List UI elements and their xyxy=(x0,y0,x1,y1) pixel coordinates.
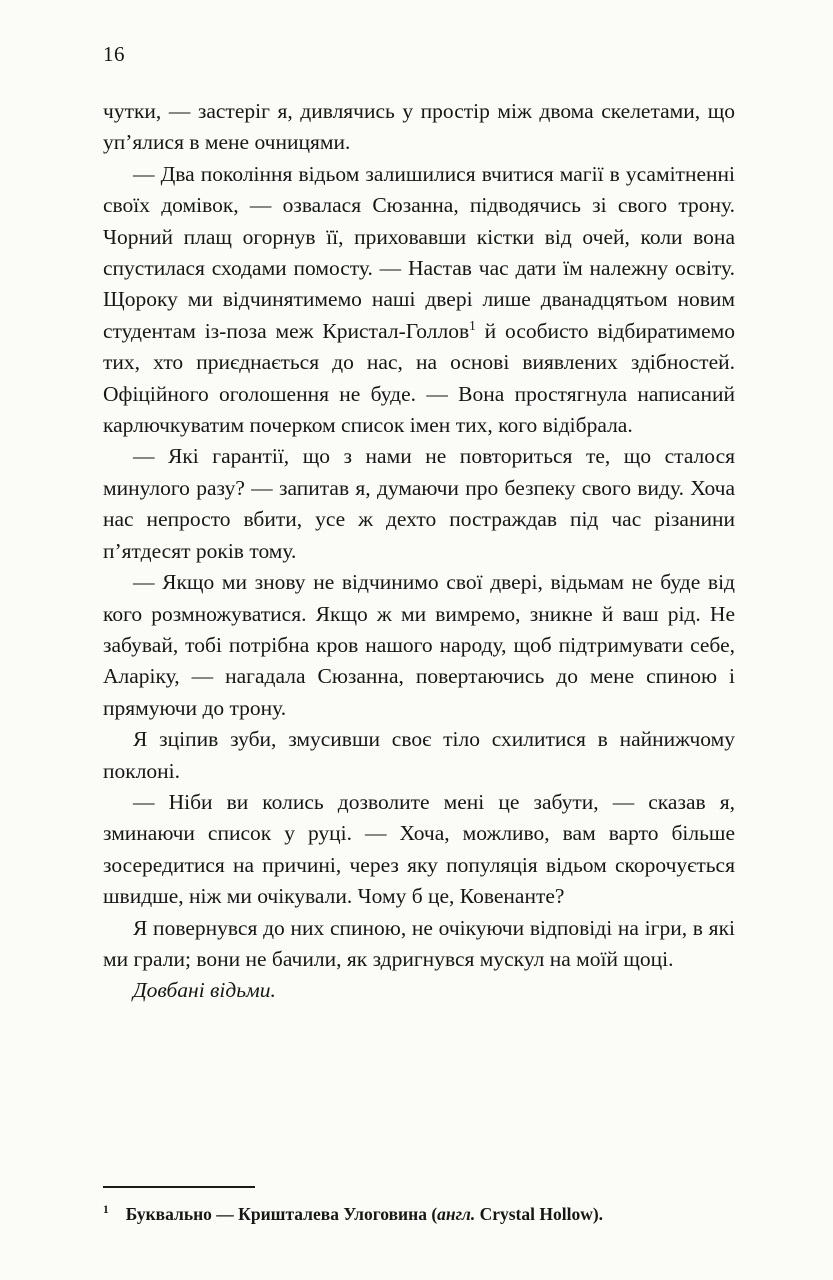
text-run: Я повернувся до них спиною, не очікуючи відповіді на ігри, в які ми грали; вони не бачили, як здригнувся мускул на моїй щоці. xyxy=(103,915,735,971)
text-run: — Два покоління відьом залишилися вчитися магії в усамітненні своїх домівок, — озвалася Сюзанна, підводячись зі свого трону. Чорний плащ огорнув її, приховавши кістки від очей, коли вона спустилася сходами помосту. — Настав час дати їм належну освіту. Щороку ми відчинятимемо наші двері лише дванадцятьом новим студентам із-поза меж Кристал-Голлов xyxy=(103,161,735,343)
body-text-block xyxy=(103,96,735,1007)
text-run: Довбані відьми. xyxy=(133,978,276,1003)
paragraph xyxy=(103,567,735,724)
text-run: — Ніби ви колись дозволите мені це забути, — сказав я, зминаючи список у руці. — Хоча, можливо, вам варто більше зосередитися на причині, через яку популяція відьом скорочується швидше, ніж ми очікували. Чому б це, Ковенанте? xyxy=(103,789,735,909)
text-run: Я зціпив зуби, змусивши своє тіло схилитися в найнижчому поклоні. xyxy=(103,727,735,783)
text-run: й особисто відбиратимемо тих, хто приєднається до нас, на основі виявлених здібностей. Офіційного оголошення не буде. — Вона простягнула написаний карлючкуватим почерком список імен тих, кого відібрала. xyxy=(103,318,735,438)
paragraph xyxy=(103,159,735,442)
text-run: — Якщо ми знову не відчинимо свої двері, відьмам не буде від кого розмножуватися. Якщо ж ми вимремо, зникне й ваш рід. Не забувай, тобі потрібна кров нашого народу, щоб підтримувати себе, Аларіку, — нагадала Сюзанна, повертаючись до мене спиною і прямуючи до трону. xyxy=(103,570,735,720)
paragraph xyxy=(103,787,735,913)
paragraph xyxy=(103,96,735,159)
paragraph xyxy=(103,913,735,976)
text-run: чутки, — застеріг я, дивлячись у простір між двома скелетами, що уп’ялися в мене очницями. xyxy=(103,99,735,155)
paragraph xyxy=(103,975,735,1006)
text-run: Crystal Hollow). xyxy=(475,1204,604,1224)
text-run: — Які гарантії, що з нами не повториться те, що сталося минулого разу? — запитав я, думаючи про безпеку свого виду. Хоча нас непросто вбити, усе ж дехто постраждав під час різанини п’ятдесят років тому. xyxy=(103,444,735,563)
footnote-area xyxy=(103,1186,735,1227)
footnote-number-marker: 1 xyxy=(103,1204,109,1217)
paragraph xyxy=(103,441,735,567)
footnote-separator-rule xyxy=(103,1186,255,1188)
footnote xyxy=(103,1203,735,1227)
text-run: Буквально — Кришталева Улоговина ( xyxy=(125,1204,438,1224)
paragraph xyxy=(103,724,735,787)
text-run: англ. xyxy=(437,1204,476,1224)
page-number: 16 xyxy=(103,42,125,66)
footnote-reference-marker: 1 xyxy=(469,317,476,333)
